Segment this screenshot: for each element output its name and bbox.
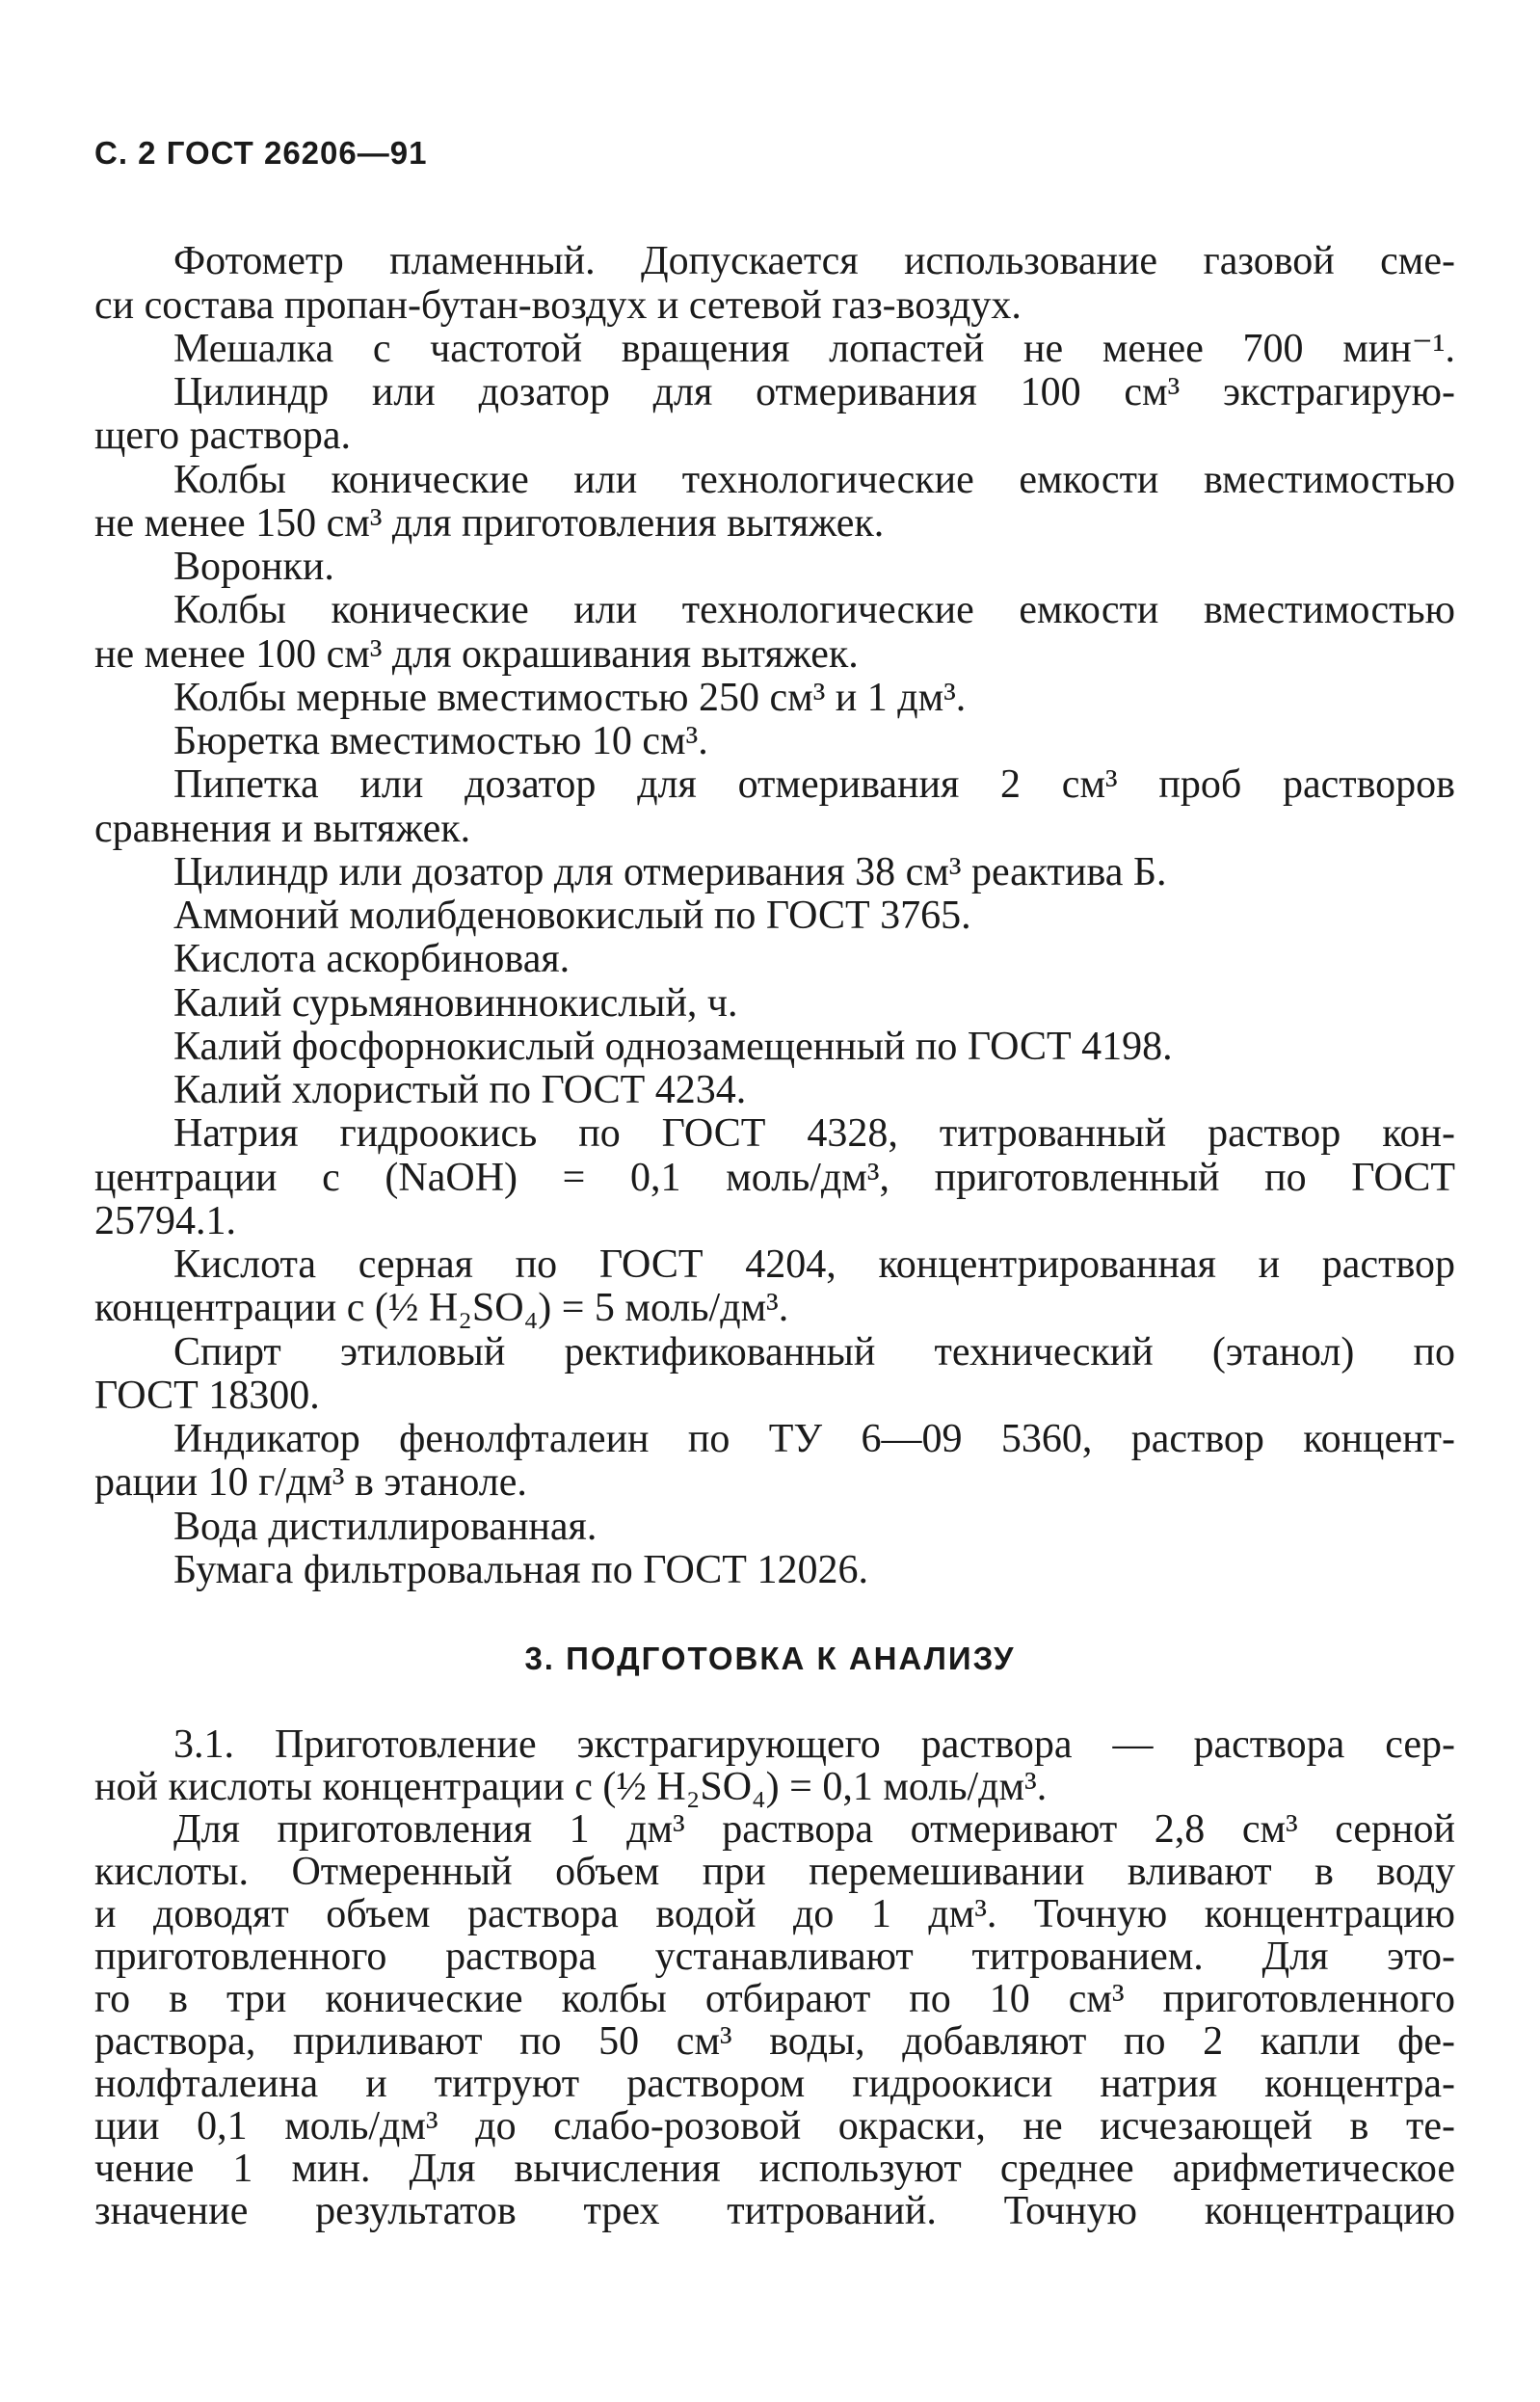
list-item: Мешалка с частотой вращения лопастей не менее 700 мин⁻¹.: [173, 327, 1455, 371]
list-item: ГОСТ 18300.: [94, 1374, 320, 1418]
list-item: Пипетка или дозатор для отмеривания 2 см³ проб растворов: [173, 762, 1455, 807]
list-item: сравнения и вытяжек.: [94, 807, 471, 851]
list-item: 25794.1.: [94, 1199, 236, 1243]
list-item: Кислота серная по ГОСТ 4204, концентрированная и раствор: [173, 1242, 1455, 1287]
paragraph-line: и доводят объем раствора водой до 1 дм³. Точную концентрацию: [94, 1892, 1455, 1936]
list-item: щего раствора.: [94, 414, 351, 458]
list-item: Калий сурьмяновиннокислый, ч.: [173, 981, 738, 1026]
list-item: Калий фосфорнокислый однозамещенный по ГОСТ 4198.: [173, 1025, 1173, 1069]
list-item: Бюретка вместимостью 10 см³.: [173, 719, 708, 763]
list-item: Аммоний молибденовокислый по ГОСТ 3765.: [173, 894, 971, 938]
list-item: Цилиндр или дозатор для отмеривания 100 см³ экстрагирую-: [173, 370, 1455, 414]
list-item: не менее 100 см³ для окрашивания вытяжек.: [94, 632, 859, 677]
list-item: Спирт этиловый ректификованный технический (этанол) по: [173, 1330, 1455, 1374]
list-item: Кислота аскорбиновая.: [173, 937, 571, 981]
list-item: Колбы мерные вместимостью 250 см³ и 1 дм³.: [173, 676, 967, 720]
section-heading: 3. ПОДГОТОВКА К АНАЛИЗУ: [524, 1641, 1016, 1676]
paragraph-line: 3.1. Приготовление экстрагирующего раствора — раствора сер-: [173, 1722, 1455, 1767]
list-item: си состава пропан-бутан-воздух и сетевой газ-воздух.: [94, 283, 1022, 328]
list-item: Вода дистиллированная.: [173, 1505, 597, 1549]
list-item: центрации c (NaOH) = 0,1 моль/дм³, приготовленный по ГОСТ: [94, 1156, 1455, 1200]
list-item: Бумага фильтровальная по ГОСТ 12026.: [173, 1548, 868, 1592]
paragraph-line: Для приготовления 1 дм³ раствора отмеривают 2,8 см³ серной: [173, 1807, 1455, 1852]
list-item: концентрации c (½ H₂SO₄) = 5 моль/дм³.: [94, 1286, 789, 1330]
paragraph-line: ции 0,1 моль/дм³ до слабо-розовой окраски, не исчезающей в те-: [94, 2104, 1455, 2148]
list-item: рации 10 г/дм³ в этаноле.: [94, 1460, 527, 1505]
paragraph-line: значение результатов трех титрований. Точную концентрацию: [94, 2189, 1455, 2233]
list-item: Воронки.: [173, 545, 334, 589]
paragraph-line: ной кислоты концентрации c (½ H₂SO₄) = 0,1 моль/дм³.: [94, 1765, 1048, 1809]
running-header: С. 2 ГОСТ 26206—91: [94, 135, 428, 171]
list-item: Фотометр пламенный. Допускается использование газовой сме-: [173, 239, 1455, 283]
paragraph-line: приготовленного раствора устанавливают титрованием. Для это-: [94, 1935, 1455, 1979]
list-item: Цилиндр или дозатор для отмеривания 38 см³ реактива Б.: [173, 850, 1167, 894]
paragraph-line: кислоты. Отмеренный объем при перемешивании вливают в воду: [94, 1850, 1455, 1894]
list-item: Калий хлористый по ГОСТ 4234.: [173, 1068, 747, 1112]
paragraph-line: раствора, приливают по 50 см³ воды, добавляют по 2 капли фе-: [94, 2019, 1455, 2064]
paragraph-line: го в три конические колбы отбирают по 10 см³ приготовленного: [94, 1977, 1455, 2021]
list-item: Индикатор фенолфталеин по ТУ 6—09 5360, раствор концент-: [173, 1417, 1455, 1461]
list-item: Колбы конические или технологические емкости вместимостью: [173, 458, 1455, 502]
list-item: не менее 150 см³ для приготовления вытяжек.: [94, 501, 885, 546]
paragraph-line: нолфталеина и титруют раствором гидроокиси натрия концентра-: [94, 2062, 1455, 2106]
list-item: Натрия гидроокись по ГОСТ 4328, титрованный раствор кон-: [173, 1111, 1455, 1156]
list-item: Колбы конические или технологические емкости вместимостью: [173, 588, 1455, 632]
paragraph-line: чение 1 мин. Для вычисления используют среднее арифметическое: [94, 2147, 1455, 2191]
